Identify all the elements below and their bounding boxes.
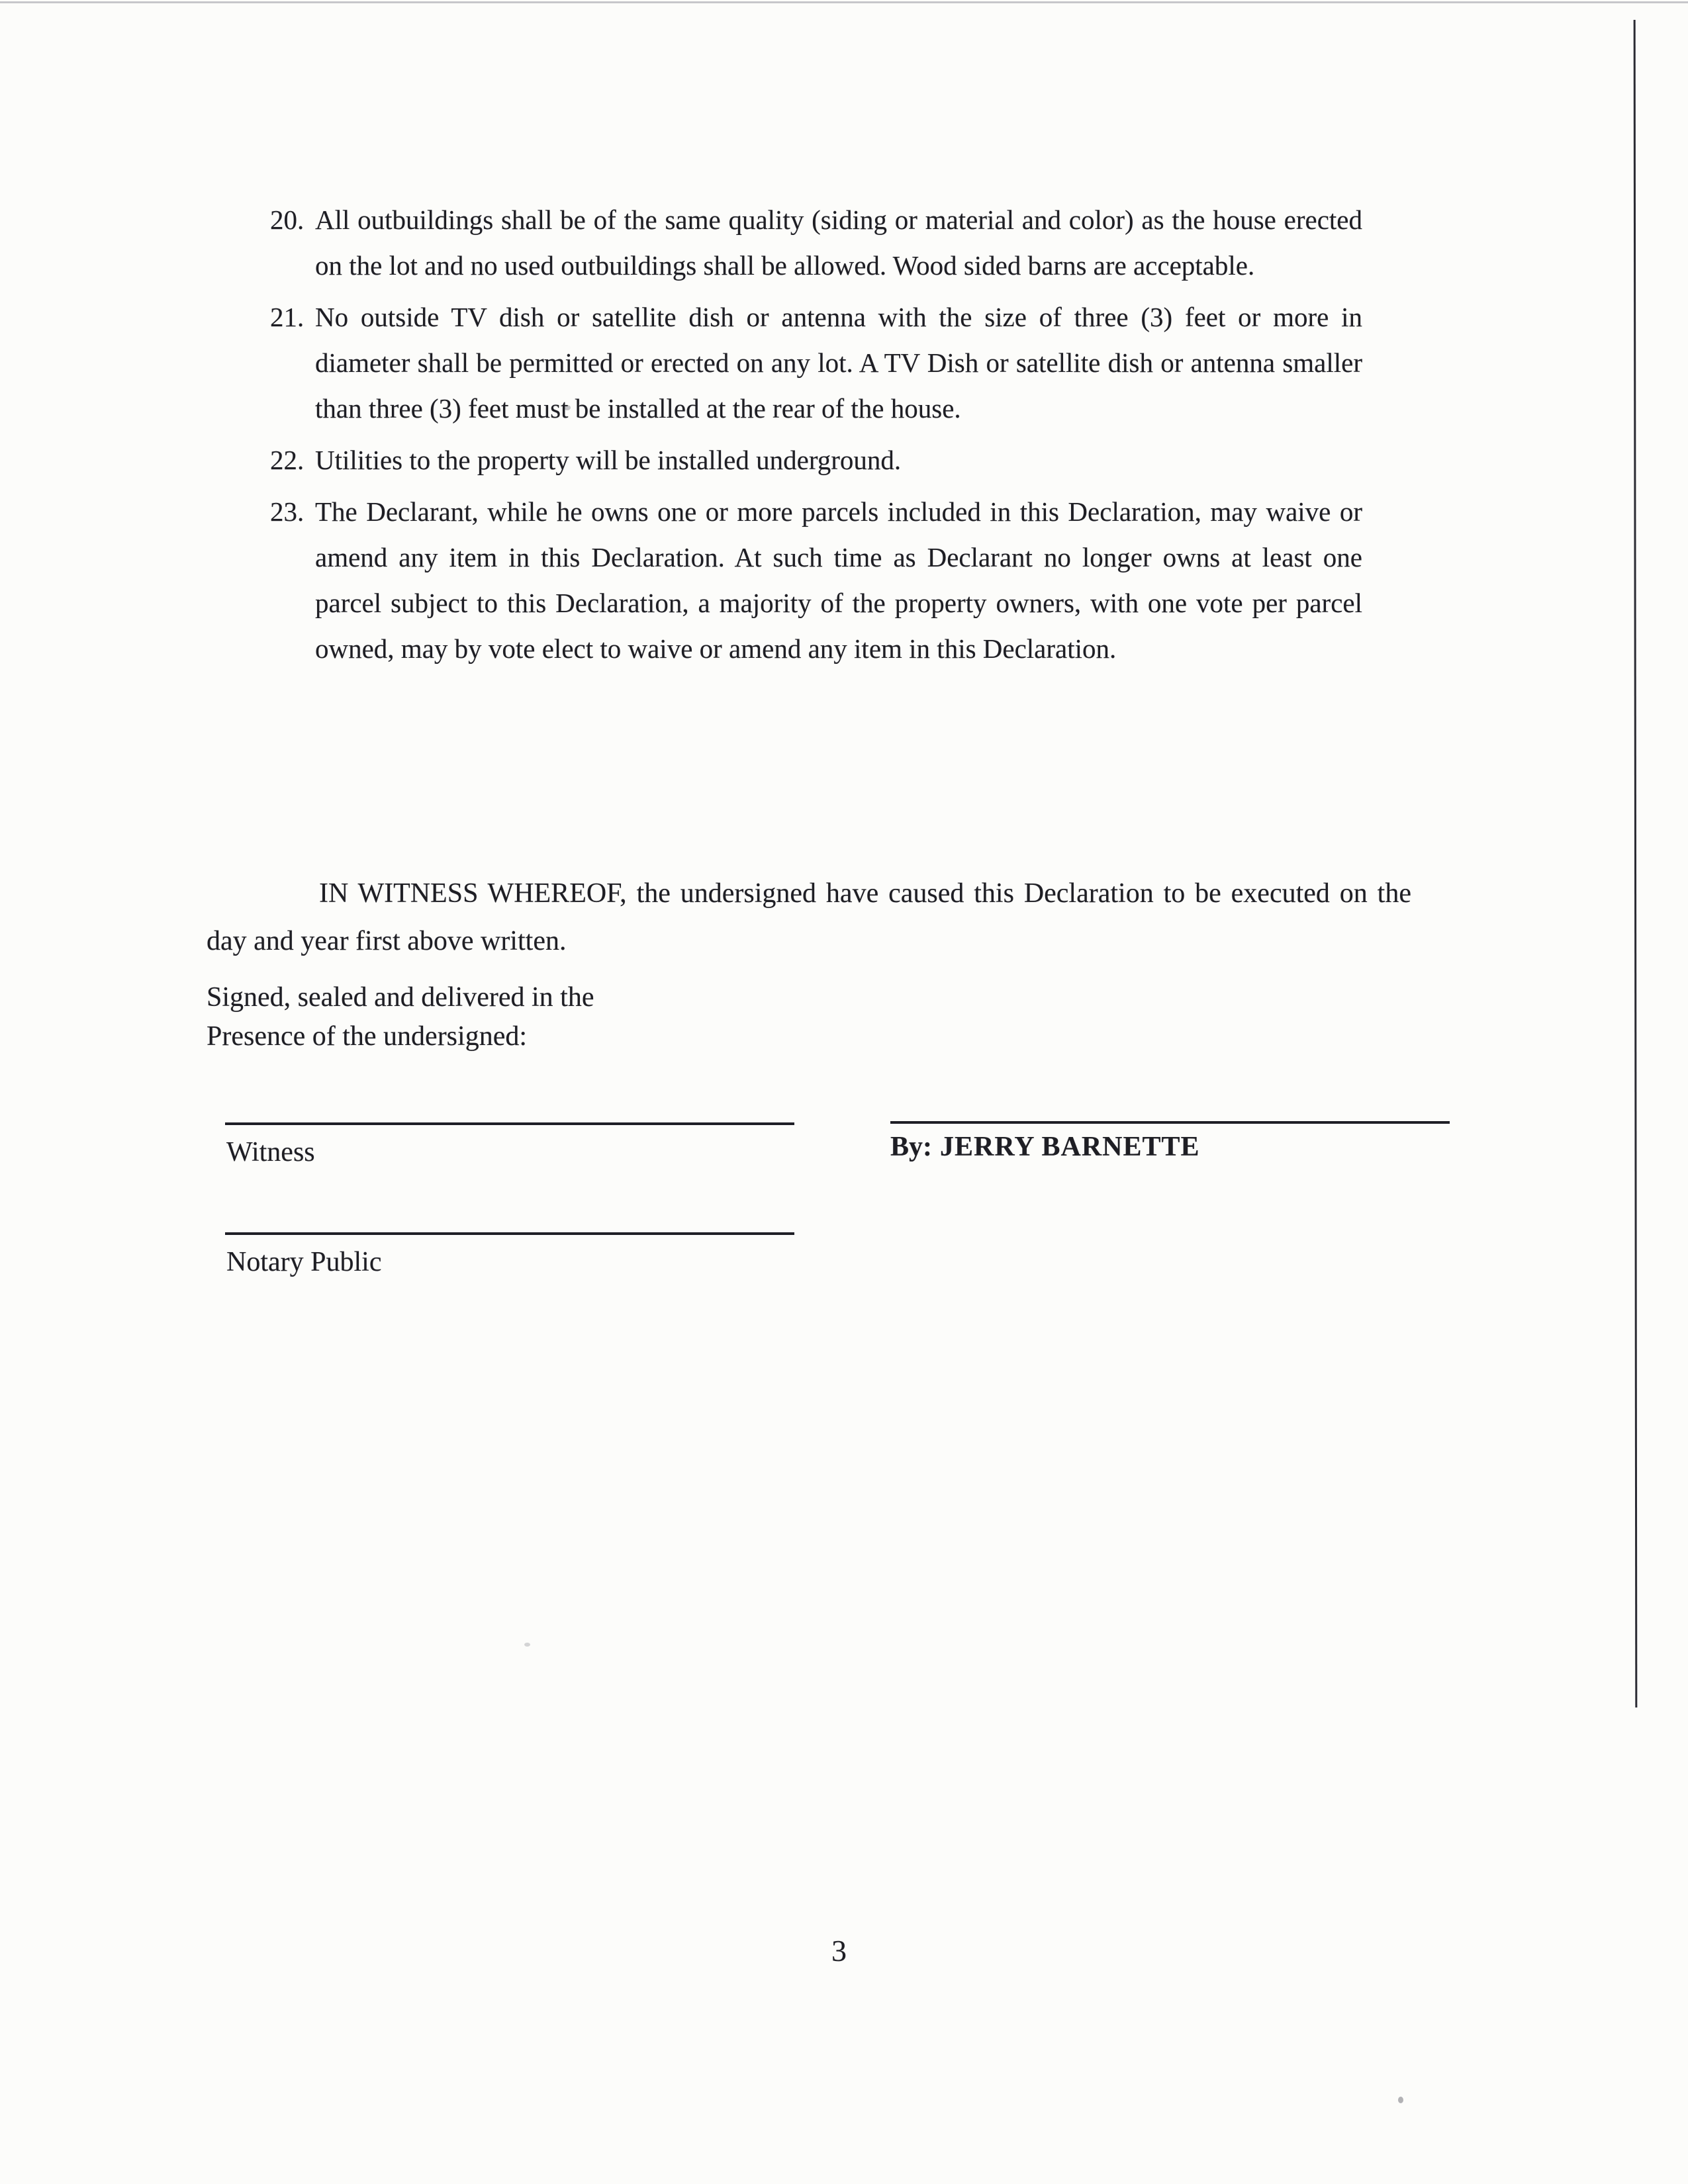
list-item-text: No outside TV dish or satellite dish or antenna with the size of three (3) feet or more in diameter shall be permitted or erected on any lot. A TV Dish or satellite dish or antenna smaller than three (3) feet must be installed at the rear of the house.	[315, 302, 1362, 424]
presence-block	[207, 978, 594, 1056]
list-item	[270, 489, 1362, 672]
presence-line-1: Signed, sealed and delivered in the	[207, 982, 594, 1013]
list-item	[270, 197, 1362, 289]
list-item-number: 21.	[270, 302, 305, 332]
witness-clause-paragraph: IN WITNESS WHEREOF, the undersigned have caused this Declaration to be executed on the day and year first above written.	[207, 878, 1411, 956]
declarant-by-text	[890, 1130, 1200, 1163]
list-item-number: 20.	[270, 205, 305, 235]
list-item	[270, 295, 1362, 432]
declarant-signature-line	[890, 1121, 1450, 1124]
scan-speck	[524, 1643, 530, 1647]
list-item-text: The Declarant, while he owns one or more parcels included in this Declaration, may waive or amend any item in this Declaration. At such time as Declarant no longer owns at least one parcel subject to this Declaration, a majority of the property owners, with one vote per parcel owned, may by vote elect to waive or amend any item in this Declaration.	[315, 496, 1362, 664]
list-item-number: 22.	[270, 445, 305, 475]
list-item	[270, 437, 1362, 483]
list-item-text: Utilities to the property will be installed underground.	[315, 445, 902, 475]
scan-speck	[1398, 2097, 1403, 2103]
list-item-text: All outbuildings shall be of the same quality (siding or material and color) as the house erected on the lot and no used outbuildings shall be allowed. Wood sided barns are acceptable.	[315, 205, 1362, 281]
presence-line-2: Presence of the undersigned:	[207, 1021, 528, 1052]
witness-signature-line	[225, 1122, 794, 1125]
scan-top-edge-line	[0, 1, 1688, 3]
page-number: 3	[831, 1934, 847, 1968]
witness-label: Witness	[226, 1137, 315, 1167]
by-label: By:	[890, 1132, 932, 1162]
covenant-list	[270, 197, 1362, 678]
scan-artifact-vertical-line	[1634, 20, 1638, 1707]
notary-signature-line	[225, 1232, 794, 1235]
declarant-name: JERRY BARNETTE	[940, 1132, 1200, 1162]
list-item-number: 23.	[270, 496, 305, 527]
notary-label: Notary Public	[226, 1247, 382, 1277]
